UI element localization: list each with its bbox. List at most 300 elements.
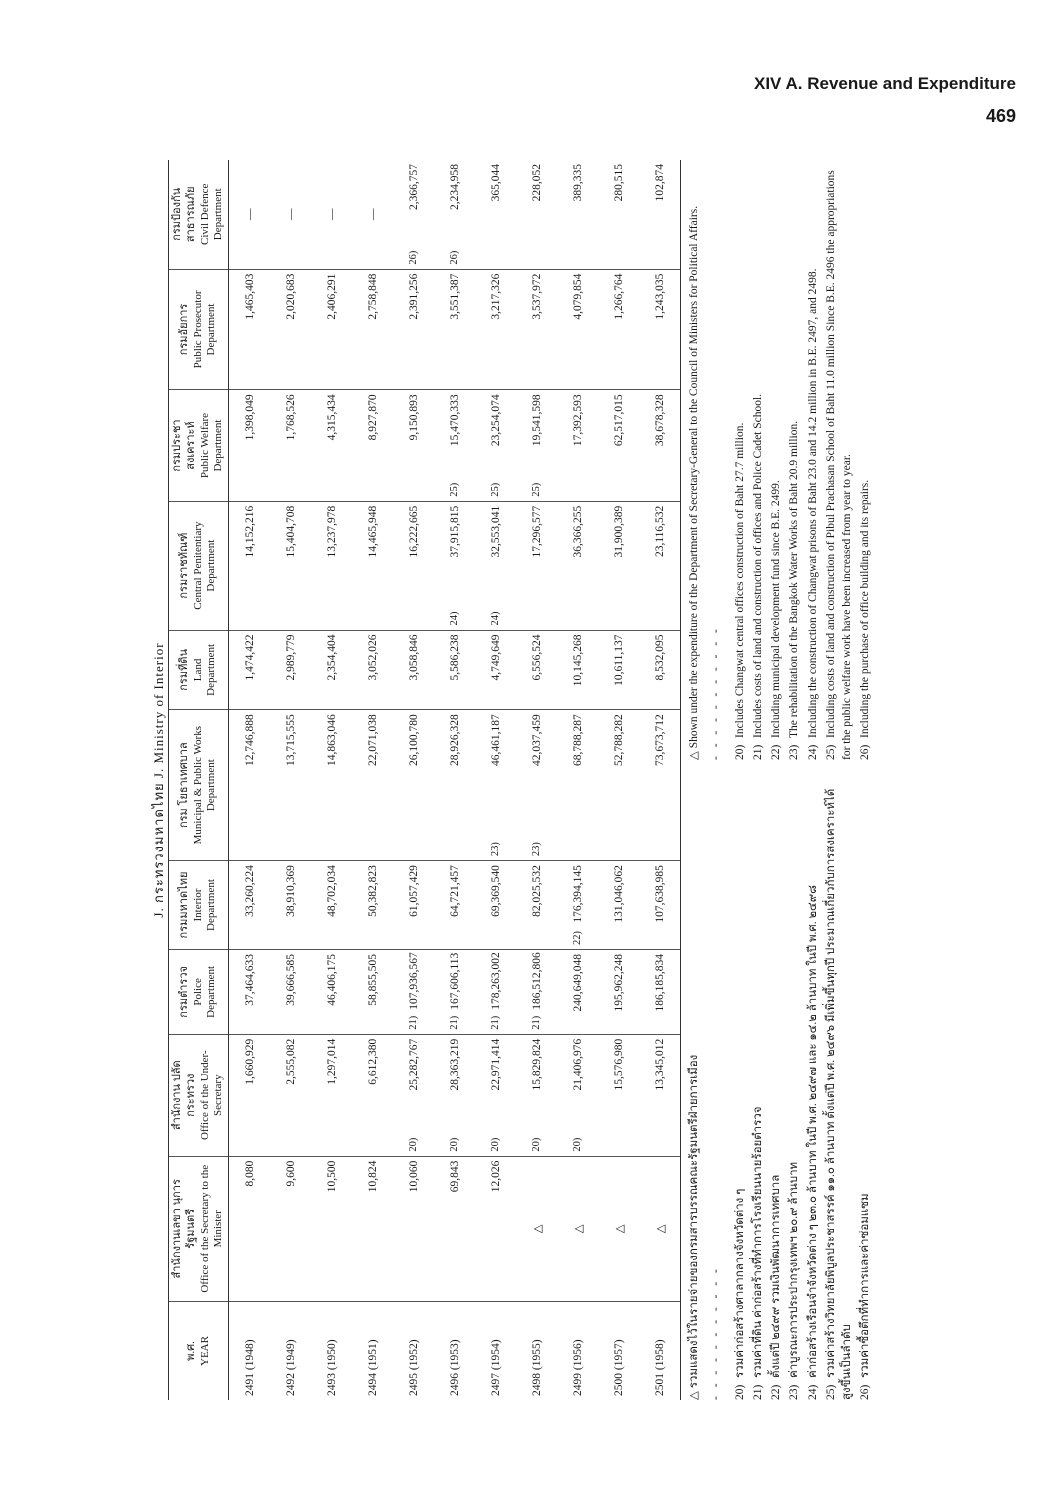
table-cell: [393, 630, 434, 710]
cell-value: 107,936,567: [407, 952, 420, 1010]
table-cell: [311, 160, 352, 269]
expenditure-table: [168, 160, 681, 1400]
table-cell: [639, 269, 681, 390]
cell-value: 15,470,333: [448, 394, 461, 447]
footnote-ref: 20): [571, 1137, 583, 1152]
footnote-number: 22): [770, 744, 783, 760]
cell-value: 16,222,665: [407, 505, 420, 558]
column-header: [169, 949, 229, 1034]
cell-value: 37,464,633: [243, 953, 256, 1006]
table-cell: [434, 501, 475, 630]
footnote-text: ค่าก่อสร้างเรือนจำจังหวัดต่าง ๆ ๒๓.๐ ล้านบาท ในปี พ.ศ. ๒๔๙๗ และ ๑๔.๒ ล้านบาท ในปี พ.ศ. ๒๔๙๘: [806, 884, 819, 1378]
cell-value: 3,052,026: [366, 634, 379, 681]
cell-value: 10,611,137: [612, 634, 625, 686]
cell-value: 240,649,048: [571, 953, 584, 1012]
footnote-item: [732, 160, 748, 760]
cell-value: 1,398,049: [243, 394, 256, 441]
table-cell: [352, 501, 393, 630]
table-cell: [311, 949, 352, 1034]
table-cell: [598, 949, 639, 1034]
table-cell: [598, 861, 639, 950]
cell-value: 1,297,014: [325, 1038, 338, 1085]
cell-value: 5,586,238: [448, 634, 461, 681]
table-cell: [393, 390, 434, 501]
cell-value: 3,537,972: [530, 273, 543, 320]
footnote-number: 24): [806, 744, 819, 760]
table-cell: [352, 390, 393, 501]
cell-value: 61,057,429: [407, 865, 420, 917]
cell-value: 10,824: [366, 1160, 379, 1193]
footnote-divider: - - - - - - - - - - -: [710, 1266, 723, 1400]
footnote-list-thai: [732, 780, 873, 1400]
table-cell: [598, 390, 639, 501]
cell-value: 22,071,038: [366, 714, 379, 766]
table-cell: [557, 630, 598, 710]
footnote-item: [805, 780, 821, 1400]
table-cell: [475, 710, 516, 861]
cell-value: 38,910,369: [284, 865, 297, 917]
table-cell: [475, 269, 516, 390]
table-cell: [475, 630, 516, 710]
table-row: [639, 160, 681, 1400]
column-header-thai: กรมตำรวจ: [177, 966, 190, 1018]
cell-value: 69,843: [448, 1160, 461, 1193]
cell-value: 10,500: [325, 1160, 338, 1193]
table-cell: [352, 949, 393, 1034]
cell-value: 2,989,779: [284, 634, 297, 681]
cell-value: 3,551,387: [448, 273, 461, 320]
cell-value: 6,612,380: [366, 1038, 379, 1085]
footnote-text: Including the purchase of office building and its repairs.: [858, 479, 871, 738]
table-cell: [352, 861, 393, 950]
footnote-item: [786, 780, 802, 1400]
footnote-ref: 25): [530, 482, 542, 497]
cell-value: 9,600: [284, 1160, 297, 1187]
cell-value: 38,678,328: [653, 394, 666, 447]
column-header-thai: สำนักงาน ปลัดกระทรวง: [171, 1060, 197, 1131]
table-row: [393, 160, 434, 1400]
footnote-ref: 24): [448, 611, 460, 626]
column-header-english: Land Department: [191, 643, 218, 696]
rotated-table-block: [150, 140, 910, 1400]
table-cell: [352, 1034, 393, 1156]
table-cell: [598, 269, 639, 390]
column-header-english: YEAR: [198, 1336, 211, 1366]
footnote-text: รวมค่าสร้างวิทยาลัยพิบูลประชาสรรค์ ๑๑.๐ ล้านบาท ตั้งแต่ปี พ.ศ. ๒๔๙๖ มีเพิ่มขึ้นทุกปี ประมาณเกี่ยวกับการสงเคราะห์ได้สูงขึ้นเป็นลำดับ: [824, 788, 853, 1400]
footnote-item: [768, 780, 784, 1400]
cell-value: 13,237,978: [325, 505, 338, 558]
table-cell: [516, 390, 557, 501]
footnote-ref: 20): [530, 1137, 542, 1152]
cell-value: 3,217,326: [489, 273, 502, 320]
cell-value: 12,746,888: [243, 714, 256, 766]
column-header-english: Public Welfare Department: [198, 412, 225, 479]
footnote-ref: 21): [407, 1015, 419, 1030]
footnote-ref: 25): [489, 482, 501, 497]
table-cell: [516, 501, 557, 630]
table-row: [598, 160, 639, 1400]
column-header-english: Civil Defence Department: [198, 183, 225, 245]
table-cell: [229, 501, 271, 630]
cell-value: 178,263,002: [489, 952, 502, 1010]
footnote-number: 26): [858, 1384, 871, 1400]
footnote-ref: 24): [489, 611, 501, 626]
cell-value: —: [284, 208, 297, 221]
cell-value: 2,234,958: [448, 164, 461, 210]
table-row: [352, 160, 393, 1400]
cell-value: 26,100,780: [407, 714, 420, 766]
table-cell: [270, 710, 311, 861]
cell-value: 22,971,414: [489, 1038, 502, 1091]
cell-value: 50,382,823: [366, 865, 379, 917]
cell-value: 31,900,389: [612, 505, 625, 558]
footnotes-thai: [686, 780, 875, 1400]
footnote-divider: - - - - - - - - - - -: [710, 626, 723, 760]
table-cell: [516, 160, 557, 269]
cell-value: 107,638,985: [653, 865, 666, 923]
cell-value: 73,673,712: [653, 714, 666, 766]
cell-value: —: [243, 208, 256, 221]
cell-value: 4,749,649: [489, 634, 502, 681]
cell-value: 12,026: [489, 1160, 502, 1193]
cell-value: 2,366,757: [407, 164, 420, 210]
table-cell: [557, 390, 598, 501]
cell-value: 33,260,224: [243, 865, 256, 917]
footnote-ref: 20): [407, 1137, 419, 1152]
footnote-number: 21): [752, 1384, 765, 1400]
column-header: [169, 861, 229, 950]
table-cell: [311, 1156, 352, 1301]
table-cell: [516, 269, 557, 390]
cell-value: 10,145,268: [571, 634, 584, 687]
table-cell: [475, 160, 516, 269]
table-cell: [270, 630, 311, 710]
table-cell: [270, 501, 311, 630]
footnote-item: [857, 160, 873, 760]
footnote-ref: 23): [489, 842, 501, 857]
cell-value: △: [531, 1224, 544, 1234]
cell-value: 1,660,929: [243, 1038, 256, 1085]
table-cell: [639, 1156, 681, 1301]
footnote-item: [805, 160, 821, 760]
table-cell: [229, 630, 271, 710]
year-cell: 2496 (1953): [448, 1339, 461, 1396]
year-cell: 2492 (1949): [284, 1339, 297, 1396]
column-header: [169, 1302, 229, 1401]
cell-value: 69,369,540: [489, 865, 502, 917]
column-header: [169, 710, 229, 861]
table-cell: [557, 1156, 598, 1301]
cell-value: 2,020,683: [284, 273, 297, 320]
year-cell: 2501 (1958): [639, 1302, 681, 1401]
table-cell: [229, 269, 271, 390]
cell-value: 8,080: [243, 1160, 256, 1187]
table-cell: [598, 710, 639, 861]
cell-value: —: [325, 208, 338, 221]
table-cell: [475, 1034, 516, 1156]
table-cell: [270, 160, 311, 269]
table-cell: [475, 390, 516, 501]
table-cell: [639, 501, 681, 630]
cell-value: 2,555,082: [284, 1038, 297, 1085]
cell-value: 46,461,187: [489, 714, 502, 766]
footnote-ref: 25): [448, 482, 460, 497]
column-header-english: Municipal & Public Works Department: [191, 725, 218, 845]
cell-value: 25,282,767: [407, 1038, 420, 1091]
footnote-number: 25): [824, 1384, 837, 1400]
column-header-thai: กรมอัยการ: [177, 303, 190, 356]
column-header: [169, 630, 229, 710]
column-header-english: Interior Department: [191, 879, 218, 931]
table-cell: [311, 630, 352, 710]
table-cell: [598, 501, 639, 630]
footnote-marker-english: △ Shown under the expenditure of the Department of Secretary-General to the Council of Ministers for Political Affairs.: [688, 205, 700, 760]
table-cell: [434, 949, 475, 1034]
footnote-item: [768, 160, 784, 760]
cell-value: 52,788,282: [612, 714, 625, 766]
footnote-text: ตั้งแต่ปี ๒๔๙๙ รวมเงินพัฒนาการเทศบาล: [770, 1174, 783, 1378]
cell-value: 195,962,248: [612, 953, 625, 1012]
cell-value: 39,666,585: [284, 953, 297, 1006]
column-header-english: Office of the Under- Secretary: [198, 1050, 225, 1141]
table-cell: [393, 861, 434, 950]
column-header-english: Public Prosecutor Department: [191, 290, 218, 369]
cell-value: 42,037,459: [530, 714, 543, 766]
column-header-english: Police Department: [191, 965, 218, 1018]
footnote-item: [732, 780, 748, 1400]
table-cell: [434, 390, 475, 501]
column-header-thai: กรมที่ดิน: [177, 649, 190, 691]
table-cell: [557, 501, 598, 630]
cell-value: 28,926,328: [448, 714, 461, 766]
table-cell: [598, 1034, 639, 1156]
cell-value: 365,044: [489, 164, 502, 202]
table-cell: [270, 1034, 311, 1156]
year-cell: 2500 (1957): [612, 1339, 625, 1396]
table-cell: [352, 269, 393, 390]
table-cell: [229, 861, 271, 950]
table-cell: [557, 269, 598, 390]
table-cell: [270, 1156, 311, 1301]
footnote-ref: 20): [448, 1137, 460, 1152]
column-header-thai: สำนักงานเลขา นุการรัฐมนตรี: [171, 1179, 197, 1279]
cell-value: 23,254,074: [489, 394, 502, 447]
footnote-item: [823, 780, 855, 1400]
cell-value: 14,863,046: [325, 714, 338, 766]
footnote-ref: 20): [489, 1137, 501, 1152]
table-cell: [311, 501, 352, 630]
table-row: [475, 160, 516, 1400]
table-cell: [393, 1156, 434, 1301]
footnote-text: ค่าบูรณะการประปากรุงเทพฯ ๒๐.๙ ล้านบาท: [788, 1161, 801, 1378]
cell-value: —: [366, 208, 379, 221]
cell-value: 1,474,422: [243, 634, 256, 681]
cell-value: 68,788,287: [571, 714, 584, 766]
table-cell: [270, 861, 311, 950]
table-cell: [557, 160, 598, 269]
column-header-english: Central Penitentiary Department: [191, 521, 218, 610]
year-cell: 2495 (1952): [407, 1339, 420, 1396]
table-cell: [557, 861, 598, 950]
footnote-ref: 26): [407, 250, 419, 265]
table-cell: [229, 390, 271, 501]
table-cell: [393, 1034, 434, 1156]
table-cell: [434, 861, 475, 950]
table-cell: [229, 949, 271, 1034]
table-cell: [516, 1156, 557, 1301]
cell-value: 280,515: [612, 164, 625, 202]
column-header-thai: กรมราชทัณฑ์: [177, 532, 190, 599]
footnote-ref: 21): [530, 1015, 542, 1030]
cell-value: 15,404,708: [284, 505, 297, 558]
table-cell: [270, 390, 311, 501]
table-cell: [639, 949, 681, 1034]
table-cell: [434, 710, 475, 861]
table-cell: [270, 949, 311, 1034]
cell-value: 21,406,976: [571, 1038, 584, 1091]
cell-value: 82,025,532: [530, 865, 543, 917]
year-cell: 2499 (1956): [571, 1339, 584, 1396]
footnote-marker-thai: △ รวมแสดงไว้ในรายจ่ายของกรมสารบรรณคณะรัฐมนตรีฝ่ายการเมือง: [688, 1054, 700, 1400]
year-cell: 2498 (1955): [530, 1339, 543, 1396]
table-cell: [311, 861, 352, 950]
table-cell: [434, 160, 475, 269]
table-cell: [598, 1156, 639, 1301]
table-cell: [229, 160, 271, 269]
footnote-item: [823, 160, 855, 760]
footnote-number: 23): [788, 744, 801, 760]
header-row: [169, 160, 229, 1400]
cell-value: 186,512,806: [530, 952, 543, 1010]
table-row: [311, 160, 352, 1400]
cell-value: 389,335: [571, 164, 584, 202]
cell-value: △: [654, 1224, 667, 1234]
year-cell: 2497 (1954): [489, 1339, 502, 1396]
cell-value: 37,915,815: [448, 505, 461, 558]
table-cell: [557, 710, 598, 861]
table-row: [229, 160, 271, 1400]
footnote-ref: 26): [448, 250, 460, 265]
column-header: [169, 1156, 229, 1301]
table-cell: [311, 710, 352, 861]
table-cell: [434, 1156, 475, 1301]
table-cell: [434, 269, 475, 390]
table-cell: [639, 710, 681, 861]
table-cell: [475, 949, 516, 1034]
footnotes-english: [686, 160, 875, 760]
column-header: [169, 1034, 229, 1156]
cell-value: 131,046,062: [612, 865, 625, 923]
table-cell: [229, 1156, 271, 1301]
year-cell: 2494 (1951): [366, 1339, 379, 1396]
cell-value: 15,829,824: [530, 1038, 543, 1091]
cell-value: 8,927,870: [366, 394, 379, 441]
table-cell: [475, 1156, 516, 1301]
table-cell: [352, 630, 393, 710]
cell-value: 6,556,524: [530, 634, 543, 681]
footnote-text: The rehabilitation of the Bangkok Water Works of Baht 20.9 million.: [788, 420, 801, 738]
cell-value: 14,152,216: [243, 505, 256, 558]
table-cell: [352, 160, 393, 269]
footnote-number: 23): [788, 1384, 801, 1400]
cell-value: 167,606,113: [448, 952, 461, 1010]
table-cell: [229, 710, 271, 861]
cell-value: 14,465,948: [366, 505, 379, 558]
footnote-number: 20): [734, 1384, 747, 1400]
table-cell: [393, 710, 434, 861]
cell-value: 2,391,256: [407, 273, 420, 320]
cell-value: 9,150,893: [407, 394, 420, 441]
cell-value: 17,392,593: [571, 394, 584, 447]
cell-value: △: [613, 1224, 626, 1234]
table-cell: [557, 949, 598, 1034]
table-cell: [352, 1156, 393, 1301]
table-cell: [393, 501, 434, 630]
footnote-list-english: [732, 160, 873, 760]
footnote-text: Including municipal development fund since B.E. 2499.: [770, 480, 783, 738]
table-cell: [311, 269, 352, 390]
column-header-english: Office of the Secretary to the Minister: [198, 1164, 225, 1293]
footnote-ref: 22): [571, 930, 583, 945]
table-cell: [598, 630, 639, 710]
table-cell: [229, 1034, 271, 1156]
cell-value: 15,576,980: [612, 1038, 625, 1091]
table-cell: [516, 630, 557, 710]
cell-value: 1,465,403: [243, 273, 256, 320]
cell-value: 32,553,041: [489, 505, 502, 558]
cell-value: 13,345,012: [653, 1038, 666, 1091]
table-cell: [516, 1034, 557, 1156]
cell-value: 10,060: [407, 1160, 420, 1193]
cell-value: 28,363,219: [448, 1038, 461, 1091]
cell-value: 2,354,404: [325, 634, 338, 681]
table-cell: [311, 390, 352, 501]
table-cell: [393, 269, 434, 390]
table-cell: [516, 710, 557, 861]
cell-value: 23,116,532: [653, 505, 666, 558]
cell-value: 3,058,846: [407, 634, 420, 681]
table-cell: [475, 501, 516, 630]
cell-value: 4,079,854: [571, 273, 584, 320]
cell-value: 176,394,145: [571, 865, 584, 923]
cell-value: 2,406,291: [325, 273, 338, 320]
column-header-thai: กรมป้องกัน สาธารณภัย: [171, 186, 197, 243]
year-cell: 2491 (1948): [243, 1339, 256, 1396]
cell-value: 62,517,015: [612, 394, 625, 447]
footnote-item: [750, 780, 766, 1400]
table-row: [557, 160, 598, 1400]
table-cell: [352, 710, 393, 861]
footnote-item: [857, 780, 873, 1400]
footnote-number: 21): [752, 744, 765, 760]
table-cell: [270, 269, 311, 390]
table-cell: [557, 1034, 598, 1156]
table-row: [270, 160, 311, 1400]
cell-value: 2,758,848: [366, 273, 379, 320]
table-cell: [639, 630, 681, 710]
footnote-text: รวมค่าที่ดิน ค่าก่อสร้างที่ทำการโรงเรียนนายร้อยตำรวจ: [752, 1106, 765, 1378]
column-header: [169, 390, 229, 501]
column-header-thai: กรม โยธาเทศบาล: [177, 742, 190, 829]
footnote-item: [786, 160, 802, 760]
table-body: [229, 160, 681, 1400]
cell-value: 102,874: [653, 164, 666, 202]
running-head: XIV A. Revenue and Expenditure: [754, 74, 1016, 93]
table-cell: [639, 861, 681, 950]
cell-value: 228,052: [530, 164, 543, 202]
table-cell: [516, 861, 557, 950]
column-header: [169, 501, 229, 630]
